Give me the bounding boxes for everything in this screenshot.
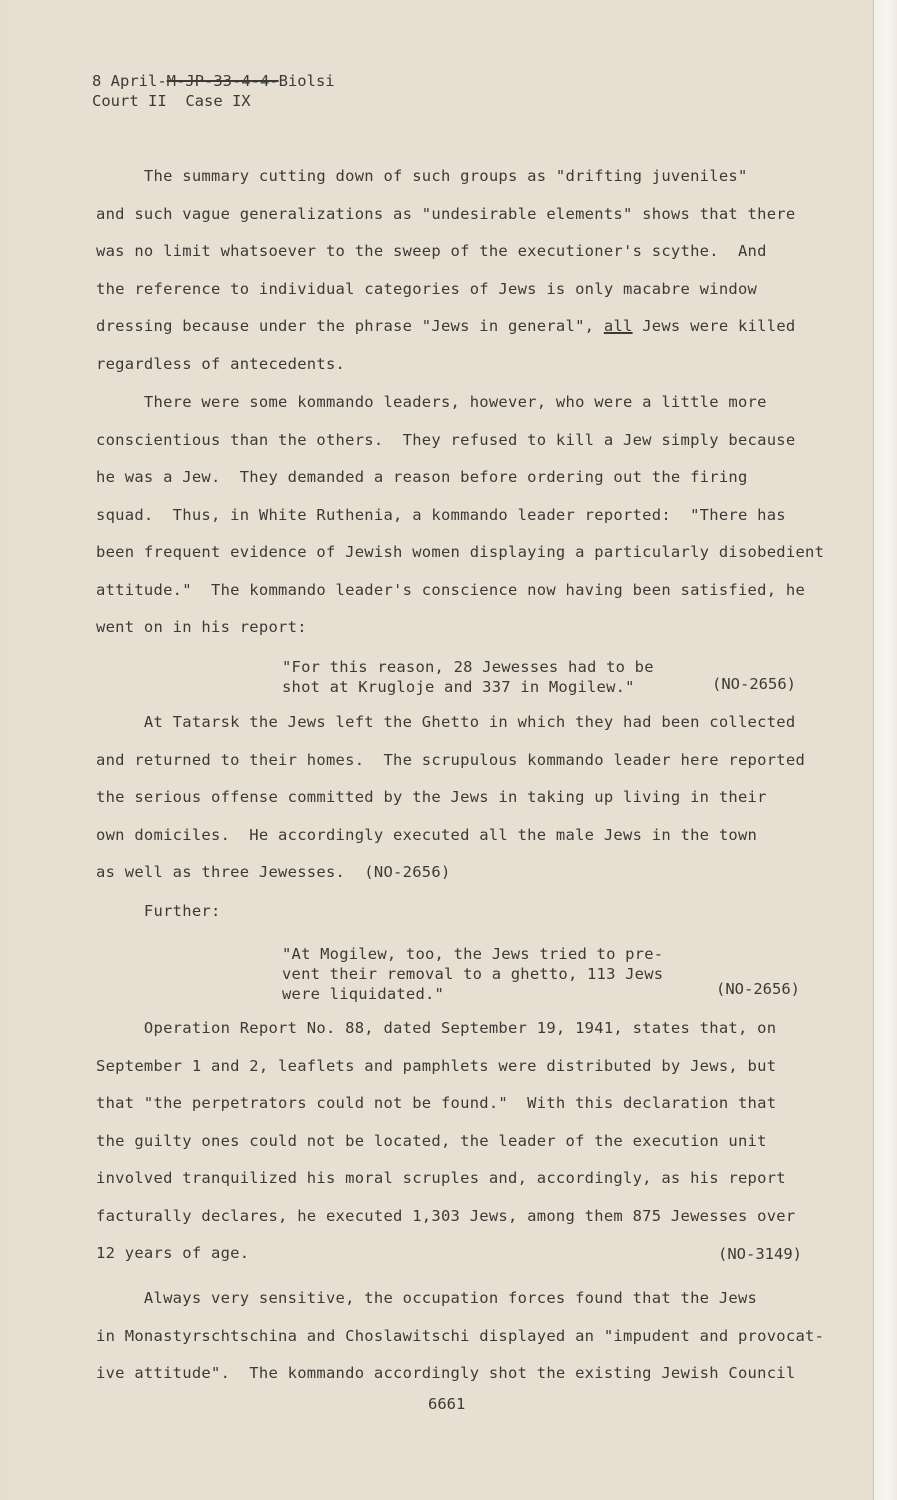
text-line: conscientious than the others. They refused to kill a Jew simply because [96,430,796,449]
header-line-2: Court II Case IX [92,92,251,110]
text-line: ive attitude". The kommando accordingly shot the existing Jewish Council [96,1364,796,1382]
quote-line: vent their removal to a ghetto, 113 Jews [282,965,664,983]
text-line: At Tatarsk the Jews left the Ghetto in which they had been collected [96,713,796,731]
paragraph-2 [96,384,836,647]
text-line: involved tranquilized his moral scruples and, accordingly, as his report [96,1169,786,1187]
text-line: in Monastyrschtschina and Choslawitschi displayed an "impudent and provocat- [96,1326,825,1345]
text-line: The summary cutting down of such groups as "drifting juveniles" [96,167,748,185]
text-line: attitude." The kommando leader's conscience now having been satisfied, he [96,580,806,599]
header-struck-code: M-JP-33-4-4- [166,72,279,90]
quote-line: were liquidated." [282,985,445,1003]
text-line: There were some kommando leaders, however, who were a little more [96,393,767,411]
text-line: Operation Report No. 88, dated September 19, 1941, states that, on [96,1019,777,1037]
text-line: own domiciles. He accordingly executed all the male Jews in the town [96,825,758,844]
text-line: that "the perpetrators could not be found." With this declaration that [96,1094,777,1112]
text-line: regardless of antecedents. [96,354,346,373]
text-line: Always very sensitive, the occupation forces found that the Jews [96,1289,758,1307]
text-line: and returned to their homes. The scrupulous kommando leader here reported [96,750,806,769]
text-line: September 1 and 2, leaflets and pamphlets were distributed by Jews, but [96,1056,777,1075]
header-line-1 [92,72,335,90]
quote-line: shot at Krugloje and 337 in Mogilew." [282,678,635,696]
text-line: 12 years of age. [96,1244,250,1262]
quote-line: "At Mogilew, too, the Jews tried to pre- [282,945,664,963]
text-line: as well as three Jewesses. (NO-2656) [96,863,451,881]
paragraph-3 [96,704,836,892]
text-line: facturally declares, he executed 1,303 Jews, among them 875 Jewesses over [96,1206,796,1225]
citation-3: (NO-3149) [718,1245,802,1263]
quote-line: "For this reason, 28 Jewesses had to be [282,658,654,676]
text-line: the reference to individual categories of Jews is only macabre window [96,279,758,298]
further-line: Further: [96,902,221,920]
citation-2: (NO-2656) [716,980,800,998]
paragraph-4 [96,1010,836,1273]
header-name: Biolsi [278,72,335,90]
paragraph-5 [96,1280,836,1393]
text-line: he was a Jew. They demanded a reason before ordering out the firing [96,468,748,486]
text-line: went on in his report: [96,618,307,636]
underlined-word: all [603,317,633,335]
header-date: 8 April- [92,72,167,90]
text-line: was no limit whatsoever to the sweep of the executioner's scythe. And [96,242,767,260]
text-line: been frequent evidence of Jewish women displaying a particularly disobedient [96,543,825,561]
text-line: dressing because under the phrase "Jews in general", all Jews were killed [96,317,796,335]
citation-1: (NO-2656) [712,675,796,693]
text-line: the serious offense committed by the Jews in taking up living in their [96,788,767,806]
text-line: the guilty ones could not be located, the leader of the execution unit [96,1131,767,1150]
text-line: squad. Thus, in White Ruthenia, a kommando leader reported: "There has [96,505,786,524]
page-number: 6661 [428,1395,466,1413]
paragraph-1 [96,158,836,383]
page-edge [873,0,897,1500]
text-line: and such vague generalizations as "undesirable elements" shows that there [96,204,796,223]
